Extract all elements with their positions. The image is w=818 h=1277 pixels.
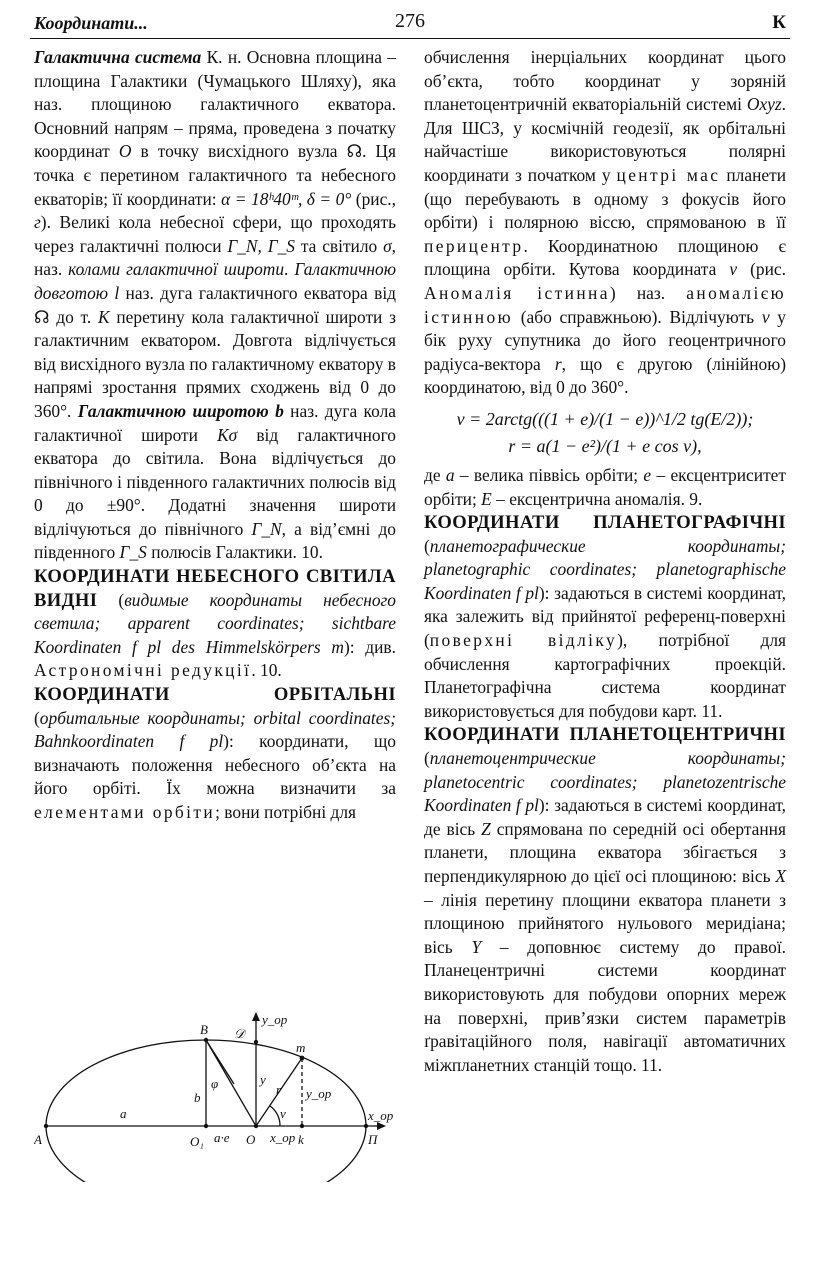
label-D: 𝒟 (234, 1026, 245, 1041)
left-column (34, 46, 396, 825)
entry-visible-coordinates: КООРДИНАТИ НЕБЕСНОГО СВІТИЛА ВИДНІ (видимые координаты небесного светила; apparent coordinates; sichtbare Koordinaten f pl des Himmelskörpers m): див. Астрономічні редукції. 10. (34, 566, 396, 681)
label-ae: a·e (214, 1130, 230, 1145)
entry-orbital-coordinates: КООРДИНАТИ ОРБІТАЛЬНІ (орбитальные координаты; orbital coordinates; Bahnkoordinaten f pl): координати, що визначають положення небесного об’єкта на його орбіті. Їх можна визначити за елементами орбіти; вони потрібні для (34, 684, 396, 822)
label-O1: O₁ (190, 1134, 204, 1149)
orbital-continuation: обчислення інерціальних координат цього об’єкта, тобто координат у зоряній планетоцентричній екваторіальній системі Oxyz. Для ШСЗ, у космічній геодезії, як орбітальні найчастіше використовуються полярні координати з початком у центрі мас планети (що перебувають в одному з фокусів його орбіти) і полярною віссю, спрямованою в її перицентр. Координатною площиною є площина орбіти. Кутова координата v (рис. Аномалія істинна) наз. аномалією істинною (або справжньою). Відлічують v у бік руху супутника до його геоцентричного радіуса-вектора r, що є другою (лінійною) координатою, від 0 до 360°. (424, 47, 787, 398)
entry-galactic-system: Галактична система К. н. Основна площина – площина Галактики (Чумацького Шляху), яка наз. площиною галактичного екватора. Основний напрям – пряма, проведена з початку координат O в точку висхідного вузла ☊. Ця точка є перетином галактичного та небесного екваторів; її координати: α = 18ʰ40ᵐ, δ = 0° (рис., г). Великі кола небесної сфери, що проходять через галактичні полюси Γ_N, Γ_S та світило σ, наз. колами галактичної широти. Галактичною довготою l наз. дуга галактичного екватора від ☊ до т. K перетину кола галактичної широти з галактичним екватором. Довгота відлічується від висхідного вузла по галактичному екватору в напрямі зростання прямих сходжень від 0 до 360°. Галактичною широтою b наз. дуга кола галактичної широти Kσ від галактичного екватора до світила. Вона відлічується до північного і південного галактичних полюсів від 0 до ±90°. Додатні значення широти відлічуються до північного Γ_N, а від’ємні до південного Γ_S полюсів Галактики. 10. (34, 47, 397, 563)
label-a: a (120, 1106, 127, 1121)
formula-radius: r = a(1 − e²)/(1 + e cos v), (508, 435, 702, 456)
running-head: Координати... (34, 13, 148, 33)
right-column (424, 46, 786, 1077)
label-xop: x_ор (270, 1130, 296, 1145)
entry-planetocentric: КООРДИНАТИ ПЛАНЕТОЦЕНТРИЧНІ (планетоцентрические координаты; planetocentric coordinates; planetozentrische Koordinaten f pl): задаються в системі координат, де вісь Z спрямована по середній осі обертання планети, площина екватора збігається з перпендикулярною до цієї осі площиною: вісь X – лінія перетину площини екватора планети з площиною прийнятого нульового меридіана; вісь Y – доповнює систему до правої. Планецентричні системи координат використовують для побудови опорних мереж на поверхні, прив’язки систем параметрів ґравітаційного поля, навігації автоматичних міжпланетних станцій тощо. 11. (424, 724, 786, 1075)
formula-true-anomaly: v = 2arctg(((1 + e)/(1 − e))^1/2 tg(E/2)); (456, 408, 754, 429)
page-header (30, 10, 790, 39)
label-r: r (276, 1082, 282, 1097)
formula-block (424, 406, 786, 460)
entry-planetographic: КООРДИНАТИ ПЛАНЕТОГРАФІЧНІ (планетографические координаты; planetographic coordinates; planetographische Koordinaten f pl): задаються в системі координат, яка залежить від прийнятої референц-поверхні (поверхні відліку), потрібної для обчислення картографічних проекцій. Планетографічна система координат використовується для побудови карт. 11. (424, 512, 787, 721)
label-k: k (298, 1132, 304, 1147)
label-y: y (260, 1072, 266, 1087)
page-number: 276 (395, 10, 425, 32)
label-yop-axis: y_ор (262, 1012, 288, 1027)
label-P: П (368, 1132, 378, 1147)
label-xop-axis: x_ор (368, 1108, 394, 1123)
label-v: v (280, 1106, 286, 1121)
label-m: m (296, 1040, 306, 1055)
label-A: A (34, 1132, 42, 1147)
label-B: B (200, 1022, 208, 1037)
orbit-diagram (34, 1012, 396, 1182)
formula-legend: де a – велика піввісь орбіти; e – ексцентриситет орбіти; E – ексцентрична аномалія. 9. (424, 464, 786, 509)
anomaly-arc (270, 1106, 280, 1126)
label-b: b (194, 1090, 201, 1105)
label-yop-side: y_ор (306, 1086, 332, 1101)
section-letter: К (772, 12, 786, 33)
label-phi: φ (211, 1076, 219, 1091)
label-O: O (246, 1132, 256, 1147)
